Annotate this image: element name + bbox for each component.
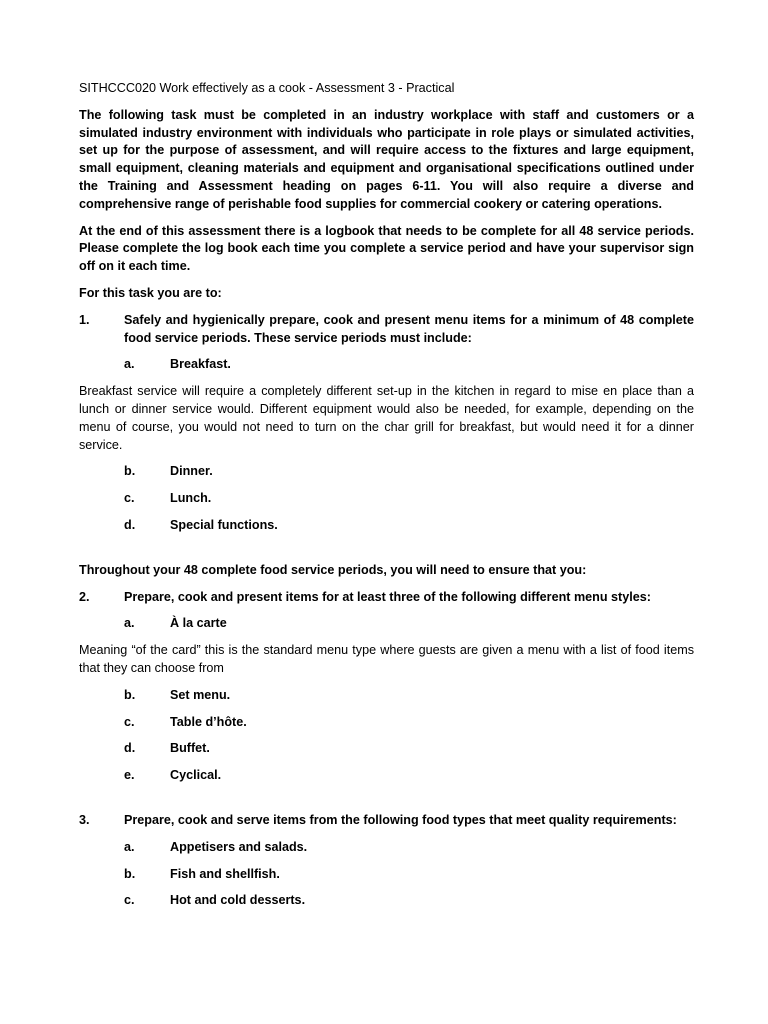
- sub-item-letter: b.: [124, 866, 136, 881]
- sub-item-text: Fish and shellfish.: [170, 866, 280, 881]
- document-page: [79, 80, 694, 910]
- sub-item-text: Set menu.: [170, 687, 231, 702]
- sub-item-letter: b.: [124, 464, 136, 479]
- document-title: SITHCCC020 Work effectively as a cook - Assessment 3 - Practical: [79, 81, 455, 95]
- sub-item-set-menu: [124, 687, 694, 705]
- sub-item-text: À la carte: [170, 616, 227, 631]
- sub-item-letter: b.: [124, 687, 136, 702]
- sub-item-letter: a.: [124, 839, 135, 854]
- sub-item-text: Table d’hôte.: [170, 714, 247, 729]
- sub-item-desserts: [124, 892, 694, 910]
- sub-item-lunch: [124, 490, 694, 508]
- breakfast-note: Breakfast service will require a completely different set-up in the kitchen in regard to mise en place than a lunch or dinner service would. Different equipment would also be needed, for example, depending on the menu of course, you would not need to turn on the char grill for breakfast, but would need it for a dinner service.: [79, 384, 694, 452]
- numbered-item-3: [79, 812, 694, 830]
- sub-item-text: Buffet.: [170, 741, 210, 756]
- item-text: Safely and hygienically prepare, cook and present menu items for a minimum of 48 complete food service periods. These service periods must include:: [124, 312, 694, 345]
- sub-item-letter: d.: [124, 741, 136, 756]
- sub-item-letter: c.: [124, 714, 135, 729]
- spacer: [79, 544, 694, 562]
- item-text: Prepare, cook and serve items from the following food types that meet quality requirements:: [124, 812, 677, 827]
- sub-item-a-la-carte: [124, 615, 694, 633]
- sub-item-text: Dinner.: [170, 464, 213, 479]
- item-number: 1.: [79, 312, 90, 327]
- sub-item-letter: a.: [124, 616, 135, 631]
- numbered-item-2: [79, 589, 694, 607]
- logbook-paragraph: At the end of this assessment there is a logbook that needs to be complete for all 48 service periods. Please complete the log book each time you complete a service period and have your supervisor sign off on it each time.: [79, 223, 694, 274]
- sub-item-letter: c.: [124, 491, 135, 506]
- sub-item-breakfast: [124, 356, 694, 374]
- item-number: 3.: [79, 812, 90, 827]
- item-text: Prepare, cook and present items for at least three of the following different menu styles:: [124, 589, 651, 604]
- sub-item-text: Hot and cold desserts.: [170, 893, 306, 908]
- sub-item-dinner: [124, 463, 694, 481]
- intro-paragraph: The following task must be completed in an industry workplace with staff and customers or a simulated industry environment with individuals who participate in role plays or simulated activities, set up for the purpose of assessment, and will require access to the fixtures and large equipment, small equipment, cleaning materials and equipment and organisational specifications outlined under the Training and Assessment heading on pages 6-11. You will also require a diverse and comprehensive range of perishable food supplies for commercial cookery or catering operations.: [79, 107, 694, 211]
- sub-item-special-functions: [124, 517, 694, 535]
- sub-item-cyclical: [124, 767, 694, 785]
- sub-item-letter: e.: [124, 768, 135, 783]
- item-number: 2.: [79, 589, 90, 604]
- sub-item-text: Cyclical.: [170, 768, 222, 783]
- sub-item-text: Breakfast.: [170, 357, 231, 372]
- sub-item-buffet: [124, 740, 694, 758]
- sub-item-table-dhote: [124, 714, 694, 732]
- numbered-item-1: [79, 312, 694, 348]
- sub-item-fish: [124, 866, 694, 884]
- sub-item-appetisers: [124, 839, 694, 857]
- throughout-line: Throughout your 48 complete food service periods, you will need to ensure that you:: [79, 562, 587, 577]
- sub-item-text: Appetisers and salads.: [170, 839, 308, 854]
- sub-item-letter: d.: [124, 517, 136, 532]
- spacer: [79, 794, 694, 812]
- a-la-carte-note: Meaning “of the card” this is the standard menu type where guests are given a menu with a list of food items that they can choose from: [79, 643, 694, 675]
- task-intro: For this task you are to:: [79, 285, 222, 300]
- sub-item-letter: a.: [124, 357, 135, 372]
- sub-item-letter: c.: [124, 893, 135, 908]
- sub-item-text: Lunch.: [170, 491, 212, 506]
- sub-item-text: Special functions.: [170, 517, 278, 532]
